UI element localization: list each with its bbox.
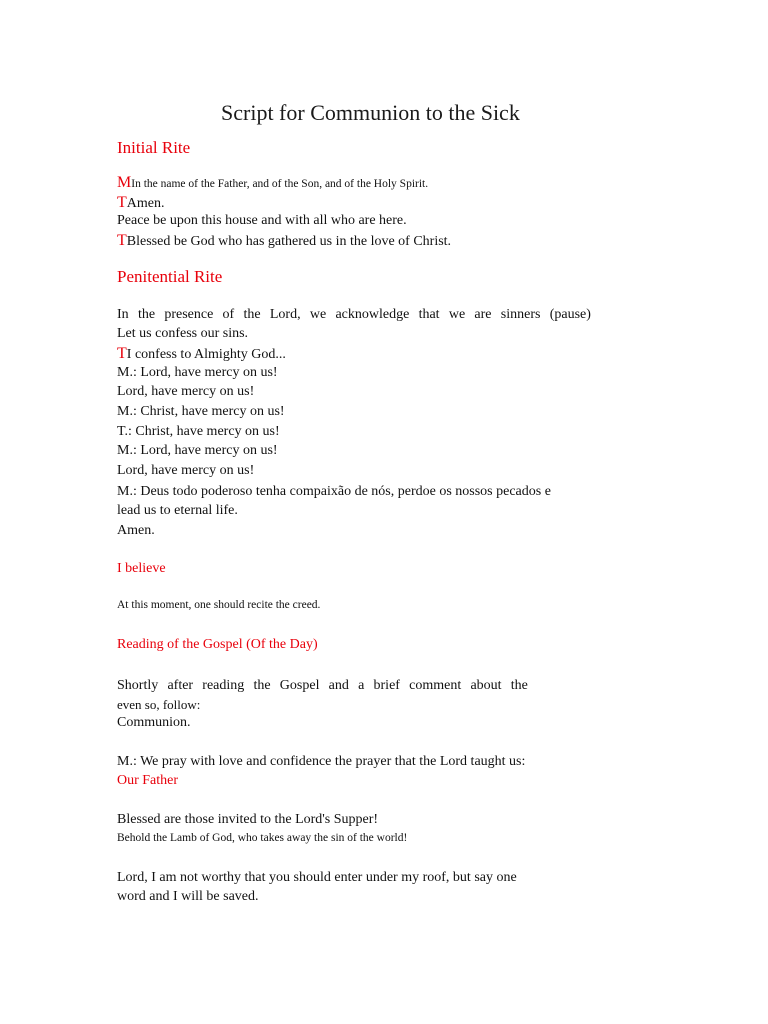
kyrie-line: T.: Christ, have mercy on us! bbox=[117, 424, 280, 439]
heading-gospel-reading: Reading of the Gospel (Of the Day) bbox=[117, 637, 318, 652]
word: we bbox=[448, 307, 466, 322]
word: brief bbox=[373, 678, 400, 693]
line-text: In the name of the Father, and of the Son, and of the Holy Spirit. bbox=[131, 178, 429, 190]
kyrie-line: Lord, have mercy on us! bbox=[117, 463, 255, 478]
word: Lord, bbox=[269, 307, 301, 322]
word: reading bbox=[202, 678, 245, 693]
speaker-marker: T bbox=[117, 232, 127, 249]
word: Gospel bbox=[279, 678, 320, 693]
speaker-marker: T bbox=[117, 345, 127, 362]
kyrie-line: M.: Christ, have mercy on us! bbox=[117, 404, 285, 419]
word: are bbox=[474, 307, 492, 322]
word: of bbox=[222, 307, 235, 322]
line-text: Amen. bbox=[126, 196, 165, 211]
heading-initial-rite: Initial Rite bbox=[117, 138, 191, 157]
word: Shortly bbox=[117, 678, 159, 693]
word: and bbox=[328, 678, 349, 693]
line-initial-4 bbox=[117, 233, 451, 249]
prayer-intro: M.: We pray with love and confidence the prayer that the Lord taught us: bbox=[117, 754, 526, 769]
line-initial-3: Peace be upon this house and with all who are here. bbox=[117, 213, 407, 228]
line-confess bbox=[117, 346, 286, 362]
invitation-line: Blessed are those invited to the Lord's Supper! bbox=[117, 812, 379, 827]
word: the bbox=[510, 678, 528, 693]
word: In bbox=[117, 307, 129, 322]
word: the bbox=[243, 307, 261, 322]
amen-line: Amen. bbox=[117, 523, 155, 538]
word: we bbox=[309, 307, 327, 322]
kyrie-line: M.: Lord, have mercy on us! bbox=[117, 365, 278, 380]
line-text: I confess to Almighty God... bbox=[126, 347, 286, 362]
word: the bbox=[253, 678, 271, 693]
word: presence bbox=[164, 307, 214, 322]
word: (pause) bbox=[549, 307, 591, 322]
line-text: Blessed be God who has gathered us in the love of Christ. bbox=[126, 234, 452, 249]
line-initial-2 bbox=[117, 195, 165, 211]
word: that bbox=[418, 307, 440, 322]
word: after bbox=[167, 678, 194, 693]
word: about bbox=[470, 678, 502, 693]
gospel-instruction-line bbox=[117, 679, 528, 693]
word: acknowledge bbox=[335, 307, 410, 322]
lamb-of-god-line: Behold the Lamb of God, who takes away the sin of the world! bbox=[117, 832, 408, 844]
word: the bbox=[137, 307, 156, 322]
speaker-marker: T bbox=[117, 194, 127, 211]
speaker-marker: M bbox=[117, 174, 132, 191]
heading-penitential-rite: Penitential Rite bbox=[117, 267, 223, 286]
word: sinners bbox=[500, 307, 541, 322]
page-title: Script for Communion to the Sick bbox=[221, 100, 520, 125]
response-line-2: word and I will be saved. bbox=[117, 889, 259, 904]
absolution-line: lead us to eternal life. bbox=[117, 503, 238, 518]
heading-i-believe: I believe bbox=[117, 561, 166, 576]
gospel-instruction-line-2: even so, follow: bbox=[117, 697, 201, 712]
absolution-line: M.: Deus todo poderoso tenha compaixão de nós, perdoe os nossos pecados e bbox=[117, 484, 551, 499]
line-initial-1 bbox=[117, 175, 428, 191]
kyrie-line: Lord, have mercy on us! bbox=[117, 384, 255, 399]
response-line: Lord, I am not worthy that you should enter under my roof, but say one bbox=[117, 870, 517, 885]
word: a bbox=[358, 678, 365, 693]
penitential-intro-line bbox=[117, 308, 591, 322]
communion-line: Communion. bbox=[117, 715, 191, 730]
creed-note: At this moment, one should recite the creed. bbox=[117, 599, 321, 611]
penitential-intro-line-2: Let us confess our sins. bbox=[117, 326, 249, 341]
kyrie-line: M.: Lord, have mercy on us! bbox=[117, 443, 278, 458]
word: comment bbox=[409, 678, 462, 693]
heading-our-father: Our Father bbox=[117, 773, 179, 788]
